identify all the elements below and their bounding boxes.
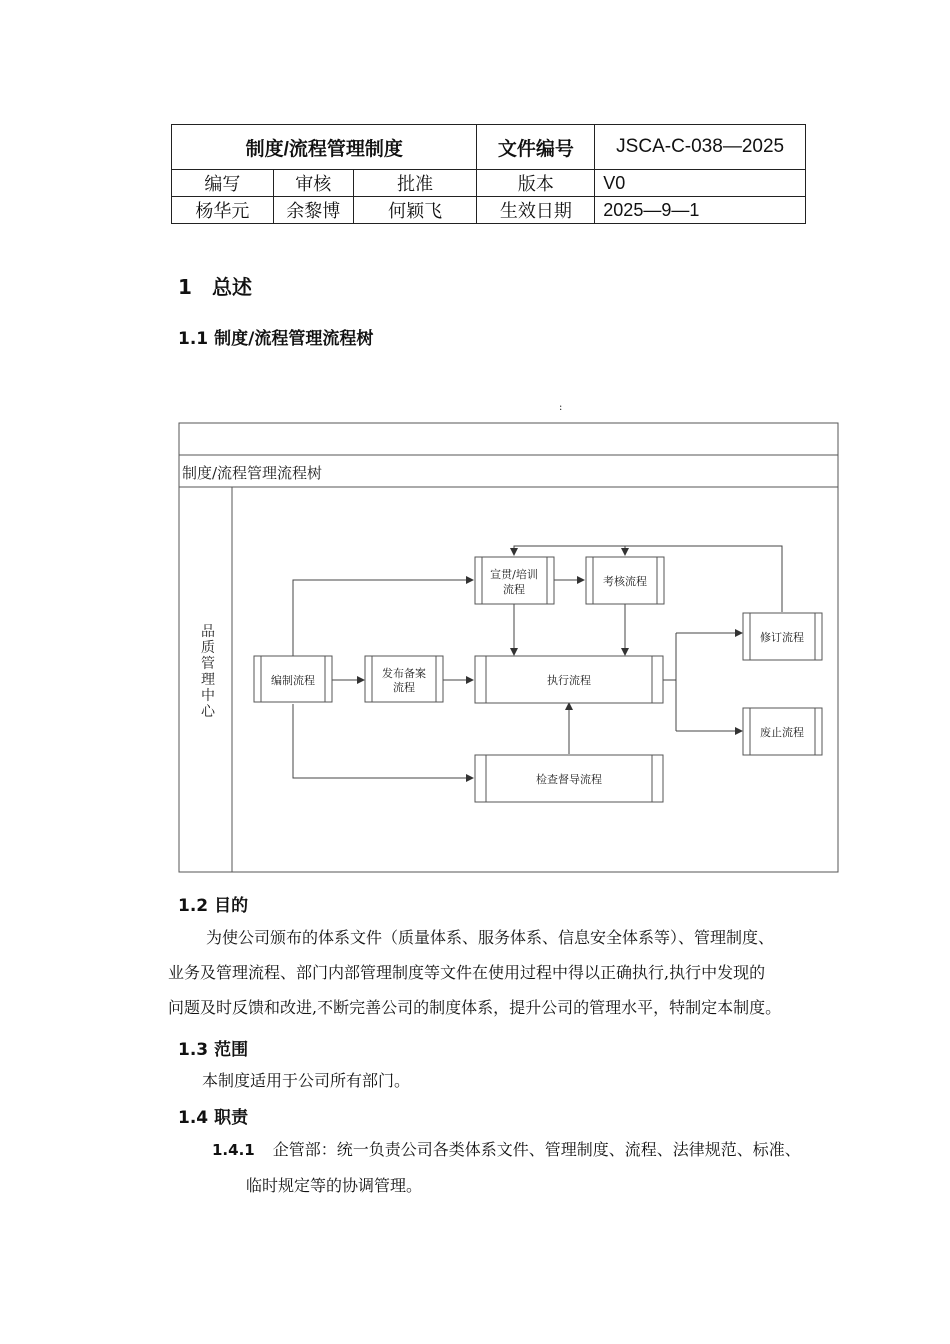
reviewer-label: 审核 <box>273 170 353 197</box>
lane-label-char: 管 <box>201 656 215 672</box>
section-1-number: 1 <box>178 275 192 299</box>
lane-label <box>201 624 216 720</box>
section-1-3-heading <box>178 1035 248 1060</box>
node-publish <box>365 656 443 702</box>
section-1-3-number: 1.3 <box>178 1040 209 1060</box>
purpose-line-3: 问题及时反馈和改进,不断完善公司的制度体系，提升公司的管理水平，特制定本制度。 <box>168 998 782 1017</box>
node-abolish-label: 废止流程 <box>760 726 804 739</box>
version-value: V0 <box>595 170 806 197</box>
stray-mark: : <box>559 402 563 413</box>
responsibility-item-1-line-1: 企管部：统一负责公司各类体系文件、管理制度、流程、法律规范、标准、 <box>272 1140 801 1159</box>
lane-label-char: 质 <box>201 640 215 656</box>
section-1-4-title: 职责 <box>214 1108 249 1128</box>
responsibility-item-1-number: 1.4.1 <box>212 1141 255 1159</box>
node-assess <box>586 557 664 604</box>
section-1-title: 总述 <box>212 275 252 299</box>
doc-title: 制度/流程管理制度 <box>172 125 477 170</box>
approver-label: 批准 <box>353 170 477 197</box>
lane-label-char: 心 <box>201 704 215 720</box>
diagram-title: 制度/流程管理流程树 <box>182 464 323 482</box>
node-execute <box>475 656 663 703</box>
node-inspect-label: 检查督导流程 <box>536 773 602 786</box>
node-propagate <box>475 557 554 604</box>
node-compile <box>254 656 332 702</box>
section-1-1-title: 制度/流程管理流程树 <box>214 329 374 349</box>
connector-compile-propagate <box>293 580 473 656</box>
connector-revise-propagate <box>514 546 625 555</box>
author-value: 杨华元 <box>172 197 274 224</box>
connector-compile-inspect <box>293 704 473 778</box>
effective-date-value: 2025—9—1 <box>595 197 806 224</box>
lane-label-char: 品 <box>201 624 215 640</box>
node-propagate-label-2: 流程 <box>503 583 525 596</box>
purpose-line-1: 为使公司颁布的体系文件（质量体系、服务体系、信息安全体系等）、管理制度、 <box>206 928 775 947</box>
purpose-paragraph <box>168 920 828 1025</box>
section-1-1-number: 1.1 <box>178 329 209 349</box>
responsibility-item-1-line-2: 临时规定等的协调管理。 <box>246 1176 423 1195</box>
diagram-frame <box>179 423 838 872</box>
lane-label-char: 中 <box>201 688 215 704</box>
node-propagate-label-1: 宣贯/培训 <box>490 568 538 581</box>
node-revise <box>743 613 822 660</box>
lane-label-char: 理 <box>201 672 215 688</box>
scope-paragraph: 本制度适用于公司所有部门。 <box>202 1071 411 1090</box>
purpose-line-2: 业务及管理流程、部门内部管理制度等文件在使用过程中得以正确执行,执行中发现的 <box>168 963 766 982</box>
section-1-2-title: 目的 <box>214 896 249 916</box>
effective-date-label: 生效日期 <box>477 197 595 224</box>
node-publish-label-1: 发布备案 <box>382 667 426 680</box>
doc-no: JSCA-C-038—2025 <box>595 125 806 170</box>
node-inspect <box>475 755 663 802</box>
section-1-3-title: 范围 <box>214 1040 249 1060</box>
version-label: 版本 <box>477 170 595 197</box>
author-label: 编写 <box>172 170 274 197</box>
reviewer-value: 余黎博 <box>273 197 353 224</box>
node-abolish <box>743 708 822 755</box>
section-1-2-number: 1.2 <box>178 896 209 916</box>
node-compile-label: 编制流程 <box>271 674 315 687</box>
doc-no-label: 文件编号 <box>477 125 595 170</box>
svg-text:品质管理中心 <box>201 624 216 720</box>
node-assess-label: 考核流程 <box>603 575 647 588</box>
node-execute-label: 执行流程 <box>547 674 591 687</box>
responsibility-item-1 <box>212 1132 832 1203</box>
node-revise-label: 修订流程 <box>760 631 804 644</box>
section-1-4-heading <box>178 1103 248 1128</box>
approver-value: 何颖飞 <box>353 197 477 224</box>
section-1-4-number: 1.4 <box>178 1108 209 1128</box>
node-publish-label-2: 流程 <box>393 681 415 694</box>
section-1-2-heading <box>178 891 248 916</box>
